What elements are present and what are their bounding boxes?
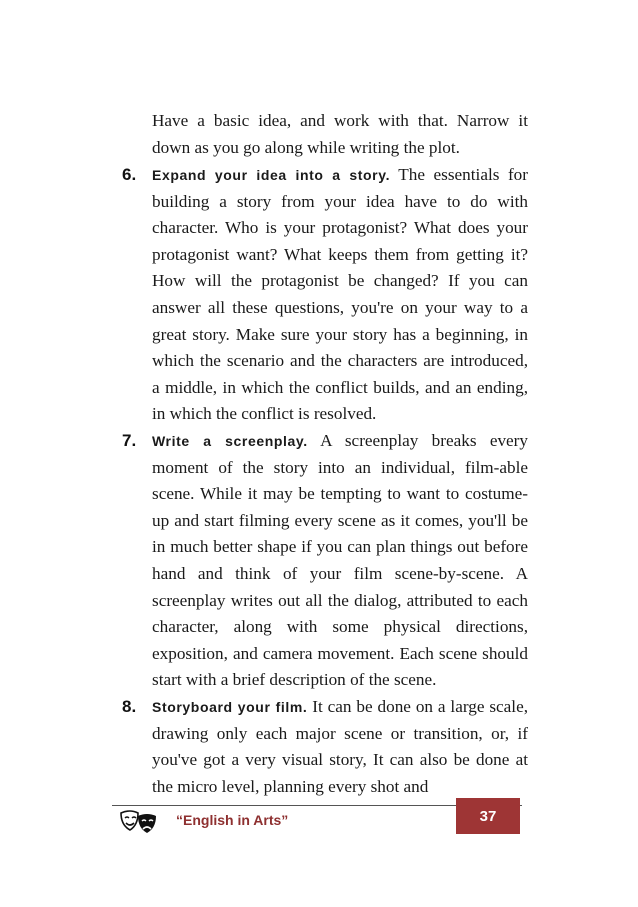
theater-masks-icon — [118, 808, 160, 836]
item-7-paragraph — [152, 428, 528, 694]
item-8-heading: Storyboard your film. — [152, 699, 308, 715]
page-number-badge — [456, 798, 520, 834]
item-8-body: It can be done on a large scale, drawing only each major scene or transition, or, if you've got a very visual story, It can also be done at the micro level, planning every shot and — [152, 697, 528, 796]
item-6-paragraph — [152, 162, 528, 428]
item-7-body: A screenplay breaks every moment of the story into an individual, film-able scene. While it may be tempting to want to costume-up and start filming every scene as it comes, you'll be in much better shape if you can plan things out before hand and think of your film scene-by-scene. A screenplay writes out all the dialog, attributed to each character, along with some physical directions, exposition, and camera movement. Each scene should start with a brief description of the scene. — [152, 431, 528, 690]
item-6-body: The essentials for building a story from your idea have to do with character. Who is your protagonist? What does your protagonist want? What keeps them from getting it? How will the protagonist be changed? If you can answer all these questions, you're on your way to a great story. Make sure your story has a beginning, in which the scenario and the characters are introduced, a middle, in which the conflict builds, and an ending, in which the conflict is resolved. — [152, 165, 528, 424]
item-6-number: 6. — [122, 165, 137, 184]
intro-paragraph — [152, 108, 528, 161]
intro-text: Have a basic idea, and work with that. Narrow it down as you go along while writing the plot. — [152, 111, 528, 157]
item-7-number: 7. — [122, 431, 137, 450]
item-6-heading: Expand your idea into a story. — [152, 167, 391, 183]
item-8-number: 8. — [122, 697, 137, 716]
item-8-paragraph — [152, 694, 528, 800]
footer-title: “English in Arts” — [176, 812, 289, 828]
page-number: 37 — [479, 807, 497, 825]
item-7-heading: Write a screenplay. — [152, 433, 308, 449]
